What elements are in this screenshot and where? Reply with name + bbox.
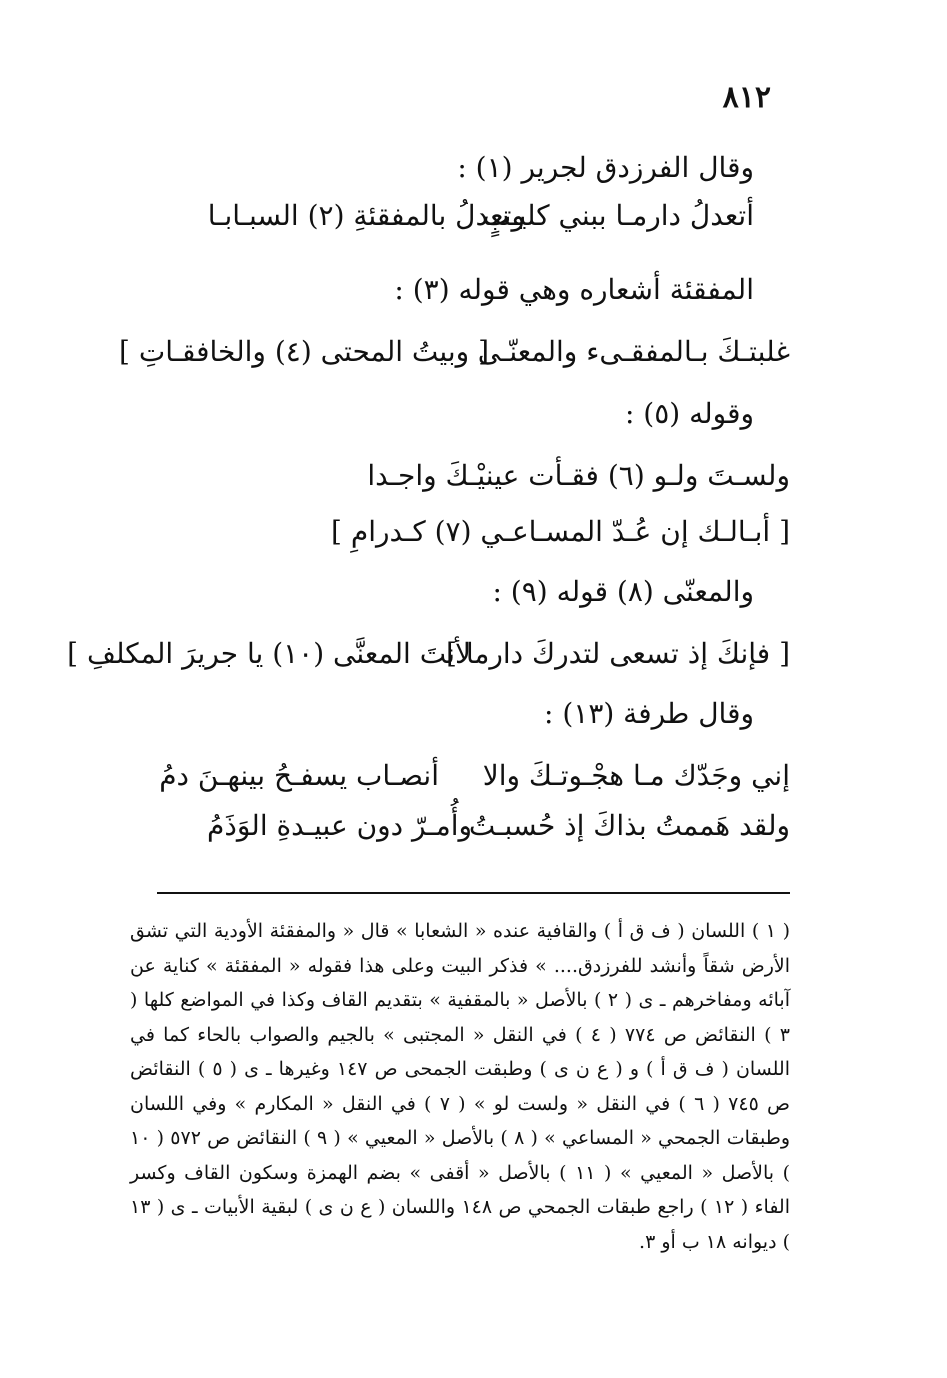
verse-hemistich: أتعدلُ دارمـا ببني كليـبٍ	[482, 199, 754, 232]
footnotes	[130, 914, 790, 1259]
footnotes-text: ( ١ ) اللسان ( ف ق أ ) والقافية عنده « الشعابا » قال « والمفقئة الأودية التي تشق الأرض شقاً وأنشد للفرزدق.... » فذكر البيت وعلى هذا فقوله « المفقئة » كناية عن آبائه ومفاخرهم ـ ى ( ٢ ) بالأصل « بالمقفية » بتقديم القاف وكذا في المواضع كلها ( ٣ ) النقائض ص ٧٧٤ ( ٤ ) في النقل « المجتبى » بالجيم والصواب بالحاء كما في اللسان ( ف ق أ ) و ( ع ن ى ) وطبقت الجمحى ص ١٤٧ وغيرها ـ ى ( ٥ ) النقائض ص ٧٤٥ ( ٦ ) في النقل « ولست لو » ( ٧ ) في النقل « المكارم » وفي اللسان وطبقات الجمحي « المساعي » ( ٨ ) بالأصل « المعيي » ( ٩ ) النقائض ص ٥٧٢ ( ١٠ ) بالأصل « المعيي » ( ١١ ) بالأصل « أقفى » بضم الهمزة وسكون القاف وكسر الفاء ( ١٢ ) راجع طبقات الجمحي ص ١٤٨ واللسان ( ع ن ى ) لبقية الأبيات ـ ى ( ١٣ ) ديوانه ١٨ ب أو ٣.	[130, 920, 791, 1253]
verse-hemistich: إني وجَدّك مـا هجْـوتـكَ والا	[482, 759, 790, 792]
verse-hemistich: وأُمـرّ دون عبيـدةِ الوَذَمُ	[207, 809, 472, 842]
intro-line: وقال الفرزدق لجرير (١) :	[457, 151, 754, 184]
footnote-separator	[157, 892, 790, 894]
intro-line: والمعنّى (٨) قوله (٩) :	[492, 575, 754, 608]
intro-line: وقوله (٥) :	[624, 397, 754, 430]
page-number: ٨١٢	[722, 80, 771, 115]
verse-hemistich: ولقد هَممتُ بذاكَ إذ حُسبـتُ	[468, 809, 790, 842]
verse-hemistich: أنصـاب يسفـحُ بينهـنَ دمُ	[159, 759, 439, 792]
verse-hemistich: وتعدلُ بالمفقئةِ (٢) السبـابـا	[207, 199, 525, 232]
verse-hemistich: [ وبيتُ المحتى (٤) والخافقـاتِ ]	[119, 335, 489, 368]
verse-hemistich: غلبتـكَ بـالمفقـىء والمعنّـى	[477, 335, 790, 368]
verse-hemistich: [ فإنكَ إذ تسعى لتدركَ دارما ]	[446, 637, 790, 670]
intro-line: المفقئة أشعاره وهي قوله (٣) :	[394, 273, 754, 306]
verse-line: [ أبـالـك إن عُـدّ المسـاعـي (٧) كـدرامِ ]	[331, 515, 790, 548]
verse-line: ولسـتَ ولـو (٦) فقـأت عينيْـكَ واجـدا	[367, 459, 790, 492]
verse-hemistich: لأنتَ المعنَّى (١٠) يا جريرَ المكلفِ ]	[67, 637, 471, 670]
intro-line: وقال طرفة (١٣) :	[544, 697, 754, 730]
